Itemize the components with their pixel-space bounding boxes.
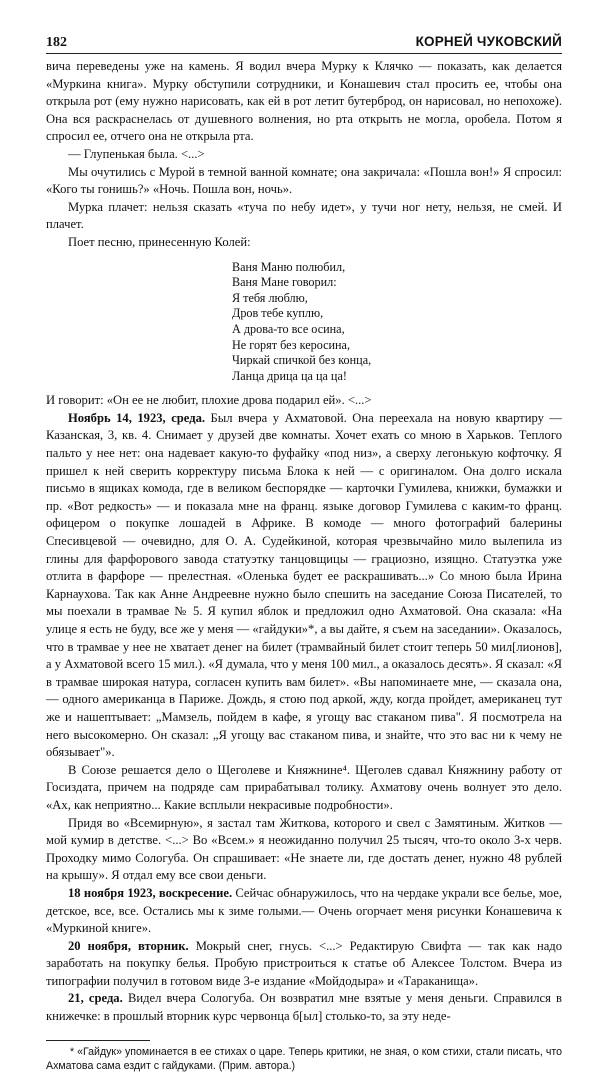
paragraph: В Союзе решается дело о Щеголеве и Княжнине⁴. Щеголев сдавал Княжнину работу от Госиздата, причем на подряде сам прирабатывал толику. Ахматову очень волнует это дело. «Ах, как неприятно... Какие всплыли некрасивые подробности». bbox=[46, 762, 562, 812]
entry-date: 18 ноября 1923, воскресение. bbox=[68, 885, 233, 900]
paragraph: вича переведены уже на камень. Я водил вчера Мурку к Клячко — показать, как делается «Муркина книга». Мурку обступили сотрудники, и Конашевич стал просить ее, чтобы она открыла рот (ему нужно нарисовать, как ей в рот летит бутерброд, он нарисовал, но непохоже). Она вся раскраснелась от душевного волнения, но рта открыть не могла, оробела. Потом я спросил ее, отчего она не открыла рта. bbox=[46, 59, 562, 144]
paragraph: Поет песню, принесенную Колей: bbox=[68, 234, 251, 249]
book-page bbox=[46, 34, 562, 1073]
poem-line: Дров тебе куплю, bbox=[232, 306, 324, 321]
diary-entry bbox=[46, 990, 562, 1025]
poem bbox=[232, 260, 562, 385]
page-number: 182 bbox=[46, 35, 67, 50]
entry-text: Был вчера у Ахматовой. Она переехала на новую квартиру — Казанская, 3, кв. 4. Снимает у друзей две комнаты. Хочет ехать со мною в Харьков. Теплого пальто у нее нет: она надевает какую-то фуфайку «под низ», а сверху легонькую кофточку. Я пришел к ней сверить корректуру письма Блока к ней — с оригиналом. Она долго искала письмо в ящиках комода, где в великом беспорядке — карточки Гумилева, книжки, бумажки и пр. «Вот редкость» — и показала мне на франц. языке договор Гумилева с каким-то франц. офицером о покупке лошадей в Африке. В комоде — много фотографий балерины Спесивцевой — очевидно, для О. А. Судейкиной, которая чрезвычайно мило вылепила из глины для фарфорового завода статуэтку танцовщицы — грациозно, изящно. Статуэтка уже отлита в фарфоре — прелестная. «Оленька будет ее раскрашивать...» Со мною была Ирина Карнаухова. Так как Анне Андреевне нужно было спешить на заседание Союза Писателей, то мы поехали в трамвае № 5. Я купил яблок и предложил одно Ахматовой. Она сказала: «На улице я есть не буду, все же у меня — «гайдуки»*, а вы дайте, я съем на заседании». Оказалось, что в трамвае у нее не хватает денег на билет (трамвайный билет стоит теперь 50 мил[лионов], а у Ахматовой всего 15 мил.). «Я думала, что у меня 100 мил., а оказалось десять». Я сказал: «Я в трамвае широкая натура, согласен купить вам билет». «Вы напоминаете мне, — сказала она, — одного американца в Париже. Дождь, я стою под аркой, жду, когда пройдет, американец тут же и нашептывает: „Мамзель, пойдем в кафе, я угощу вас стаканом пива". Я посмотрела на него высокомерно. Он сказал: „Я угощу вас стаканом пива, и знайте, что это вас ни к чему не обязывает"». bbox=[46, 410, 562, 760]
diary-entry bbox=[46, 938, 562, 991]
paragraph: Мы очутились с Мурой в темной ванной комнате; она закричала: «Пошла вон!» Я спросил: «Кого ты гонишь?» «Ночь. Пошла вон, ночь». bbox=[46, 164, 562, 197]
running-head: КОРНЕЙ ЧУКОВСКИЙ bbox=[415, 34, 562, 49]
footnote-divider bbox=[46, 1040, 150, 1041]
entry-text: Мокрый снег, гнусь. <...> Редактирую Свифта — так как надо заработать на покупку белья. Пробую пристроиться к статье об Алексее Толстом. Вчера из типографии получил в готовом виде 3-е издание «Мойдодыра» и «Тараканища». bbox=[46, 938, 562, 988]
entry-text: Сейчас обнаружилось, что на чердаке украли все белье, мое, детское, все, все. Остались мы к зиме голыми.— Очень огорчает меня рисунки Конашевича к «Муркиной книге». bbox=[46, 885, 562, 936]
diary-entry bbox=[46, 410, 562, 762]
poem-line: Ваня Маню полюбил, bbox=[232, 259, 346, 274]
poem-line: Ланца дрица ца ца ца! bbox=[232, 368, 347, 383]
diary-entry bbox=[46, 885, 562, 938]
poem-line: Чиркай спичкой без конца, bbox=[232, 353, 372, 368]
entry-date: 20 ноября, вторник. bbox=[68, 938, 189, 953]
poem-line: Не горят без керосина, bbox=[232, 337, 351, 352]
poem-line: Ваня Мане говорил: bbox=[232, 275, 337, 290]
paragraph: — Глупенькая была. <...> bbox=[68, 146, 205, 161]
entry-date: 21, среда. bbox=[68, 991, 123, 1006]
poem-line: А дрова-то все осина, bbox=[232, 321, 345, 336]
page-header bbox=[46, 34, 562, 54]
paragraph: Придя во «Всемирную», я застал там Житкова, которого и свел с Замятиным. Житков — мой кумир в детстве. <...> Во «Всем.» я неожиданно получил 25 тысяч, что-то около 3-х черв. Проходку мимо Сологуба. Он спрашивает: «Не знаете ли, где достать денег, нужно 48 рублей на крышу». Я отдал ему все свои деньги. bbox=[46, 815, 562, 883]
entry-text: Видел вчера Сологуба. Он возвратил мне взятые у меня деньги. Справился в книжечке: в прошлый вторник курс червонца б[ыл] столько-то, за эту неде- bbox=[46, 991, 562, 1024]
footnote: * «Гайдук» упоминается в ее стихах о царе. Теперь критики, не зная, о ком стихи, стали писать, что Ахматова сама ездит с гайдуками. (Прим. автора.) bbox=[46, 1045, 562, 1072]
entry-date: Ноябрь 14, 1923, среда. bbox=[68, 410, 206, 425]
poem-line: Я тебя люблю, bbox=[232, 290, 308, 305]
paragraph: И говорит: «Он ее не любит, плохие дрова подарил ей». <...> bbox=[46, 393, 372, 408]
paragraph: Мурка плачет: нельзя сказать «туча по небу идет», у тучи ног нету, нельзя, не смей. И плачет. bbox=[46, 199, 562, 232]
